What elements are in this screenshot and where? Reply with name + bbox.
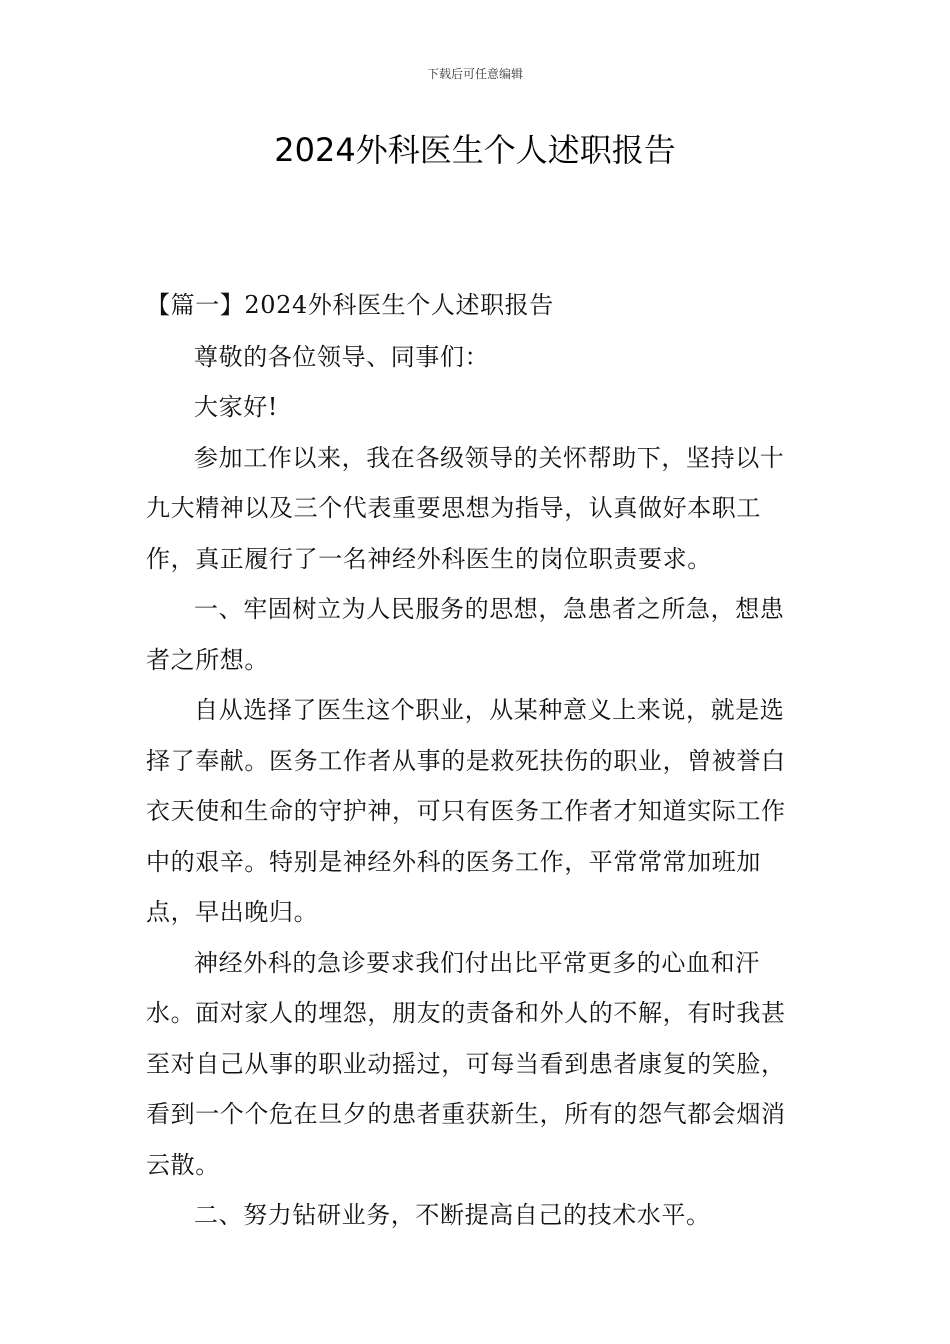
- subheading-paragraph: 二、努力钻研业务，不断提高自己的技术水平。: [194, 1201, 711, 1229]
- document-body: [146, 280, 808, 1241]
- header-note: 下载后可任意编辑: [426, 67, 523, 81]
- greeting-paragraph: 大家好!: [194, 393, 279, 421]
- salutation-paragraph: 尊敬的各位领导、同事们：: [194, 342, 490, 371]
- body-paragraph: 参加工作以来，我在各级领导的关怀帮助下，坚持以十九大精神以及三个代表重要思想为指导，认真做好本职工作，真正履行了一名神经外科医生的岗位职责要求。: [146, 443, 785, 573]
- body-paragraph: 神经外科的急诊要求我们付出比平常更多的心血和汗水。面对家人的埋怨，朋友的责备和外人的不解，有时我甚至对自己从事的职业动摇过，可每当看到患者康复的笑脸，看到一个个危在旦夕的患者重获新生，所有的怨气都会烟消云散。: [146, 948, 786, 1179]
- section-heading: 【篇一】2024外科医生个人述职报告: [146, 291, 554, 319]
- subheading-paragraph: 一、牢固树立为人民服务的思想，急患者之所急，想患者之所想。: [146, 595, 785, 674]
- document-title: 2024外科医生个人述职报告: [274, 131, 676, 169]
- body-paragraph: 自从选择了医生这个职业，从某种意义上来说，就是选择了奉献。医务工作者从事的是救死扶伤的职业，曾被誉白衣天使和生命的守护神，可只有医务工作者才知道实际工作中的艰辛。特别是神经外科的医务工作，平常常常加班加点，早出晚归。: [146, 696, 786, 926]
